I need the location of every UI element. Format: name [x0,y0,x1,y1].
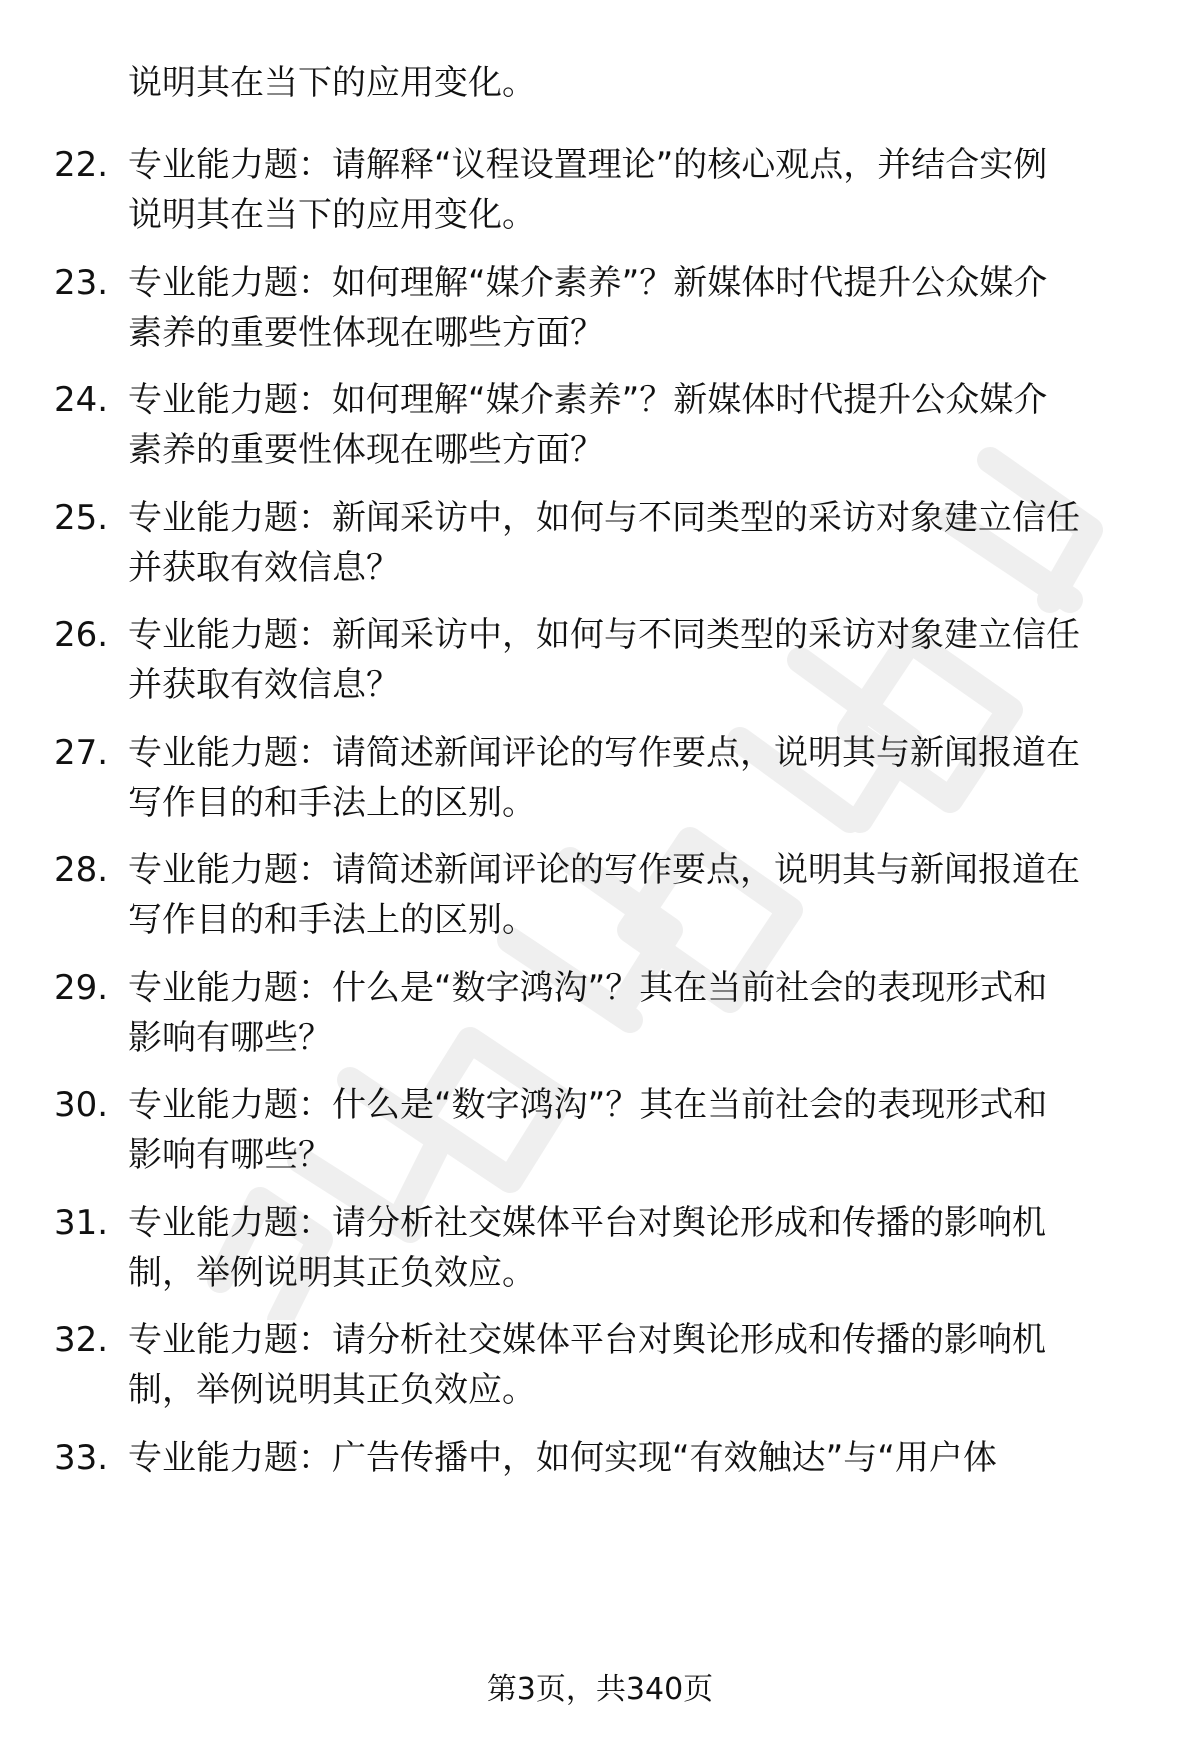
list-item [0,728,1200,838]
question-text [128,963,1138,1063]
question-text [128,1080,1138,1180]
question-text-line: 写作目的和手法上的区别。 [128,900,536,940]
question-text [128,1433,1138,1483]
question-text-line: 专业能力题：请分析社交媒体平台对舆论形成和传播的影响机 [128,1202,1046,1243]
question-text [128,845,1138,945]
continuation-line: 说明其在当下的应用变化。 [128,63,536,103]
list-item [0,963,1200,1073]
question-text-line: 制，举例说明其正负效应。 [128,1252,536,1293]
question-text-line: 说明其在当下的应用变化。 [128,195,536,235]
list-item [0,1315,1200,1425]
question-text-line: 专业能力题：请简述新闻评论的写作要点，说明其与新闻报道在 [128,850,1080,890]
question-text-line: 写作目的和手法上的区别。 [128,782,536,823]
question-number: 23. [54,262,109,303]
question-text-line: 专业能力题：新闻采访中，如何与不同类型的采访对象建立信任 [128,497,1080,538]
question-text [128,375,1138,475]
question-text [128,493,1138,593]
question-number: 29. [54,967,109,1008]
question-text-line: 专业能力题：什么是“数字鸿沟”？其在当前社会的表现形式和 [128,1085,1048,1125]
question-text-line: 专业能力题：什么是“数字鸿沟”？其在当前社会的表现形式和 [128,967,1048,1008]
question-number: 26. [54,615,109,655]
question-text-line: 影响有哪些？ [128,1017,332,1058]
question-number: 22. [54,145,109,185]
question-number: 33. [54,1437,109,1478]
question-number: 31. [54,1202,109,1243]
question-number: 27. [54,732,109,773]
question-number: 24. [54,380,109,420]
question-number: 28. [54,850,109,890]
list-item [0,845,1200,955]
question-text-line: 专业能力题：新闻采访中，如何与不同类型的采访对象建立信任 [128,615,1080,655]
question-text [128,610,1138,710]
question-text [128,728,1138,828]
question-text [128,140,1138,240]
question-text-line: 专业能力题：请解释“议程设置理论”的核心观点，并结合实例 [128,145,1048,185]
list-item [0,493,1200,603]
list-item [0,258,1200,368]
question-number: 25. [54,497,109,538]
question-text [128,258,1138,358]
question-text-line: 专业能力题：请分析社交媒体平台对舆论形成和传播的影响机 [128,1320,1046,1360]
list-item [0,140,1200,250]
question-number: 30. [54,1085,109,1125]
question-text-line: 素养的重要性体现在哪些方面？ [128,312,604,353]
question-text-line: 并获取有效信息？ [128,547,400,588]
question-text-line: 制，举例说明其正负效应。 [128,1370,536,1410]
list-item [0,1198,1200,1308]
question-text [128,1315,1138,1415]
list-item [0,375,1200,485]
question-text-line: 专业能力题：广告传播中，如何实现“有效触达”与“用户体 [128,1437,997,1478]
question-text [128,1198,1138,1298]
list-item [0,610,1200,720]
question-text-line: 影响有哪些？ [128,1135,332,1175]
list-item [0,1433,1200,1543]
question-text-line: 专业能力题：如何理解“媒介素养”？新媒体时代提升公众媒介 [128,380,1048,420]
question-text-line: 素养的重要性体现在哪些方面？ [128,430,604,470]
question-text-line: 并获取有效信息？ [128,665,400,705]
question-text-line: 专业能力题：如何理解“媒介素养”？新媒体时代提升公众媒介 [128,262,1048,303]
page-footer: 第3页，共340页 [486,1672,714,1707]
question-text-line: 专业能力题：请简述新闻评论的写作要点，说明其与新闻报道在 [128,732,1080,773]
list-item [0,1080,1200,1190]
question-number: 32. [54,1320,109,1360]
